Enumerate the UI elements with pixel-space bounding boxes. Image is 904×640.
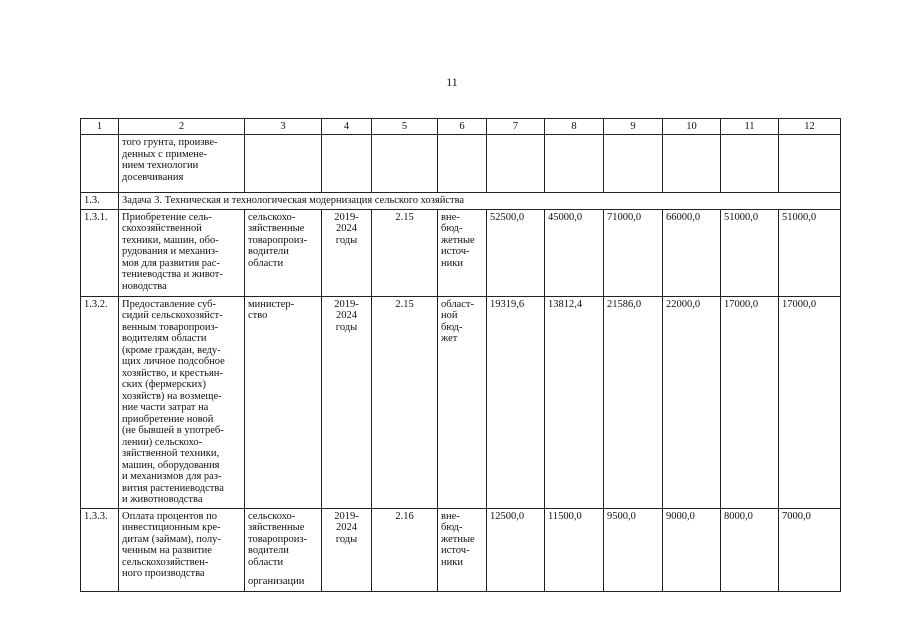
funding-source: област- ной бюд- жет: [438, 296, 487, 508]
executor-text: министер- ство: [248, 298, 295, 321]
value-cell: 7000,0: [779, 508, 841, 591]
value-cell: 51000,0: [779, 209, 841, 296]
cell-empty: [604, 135, 663, 193]
column-number: 1: [81, 119, 119, 135]
period: 2019- 2024 годы: [322, 508, 372, 591]
column-number: 2: [119, 119, 245, 135]
value-cell: 71000,0: [604, 209, 663, 296]
value-cell: 66000,0: [663, 209, 721, 296]
table-row: [81, 209, 841, 296]
column-number-row: [81, 119, 841, 135]
measure-name: Предоставление суб- сидий сельскохозяйст- венным товаропроиз- водителям области (кроме граждан, веду- щих личное подсобное хозяйство, и крестьян- ских (фермерских) хозяйств) на возмеще- ние части затрат на приобретение новой (не бывшей в употреб- лении) сельскохо- зяйственной техники, машин, оборудования и механизмов для раз- вития растениеводства и животноводства: [119, 296, 245, 508]
program-table: [80, 118, 841, 592]
value-cell: 9000,0: [663, 508, 721, 591]
value-cell: 8000,0: [721, 508, 779, 591]
measure-name: Приобретение сель- скохозяйственной техники, машин, обо- рудования и механиз- мов для развития рас- тениеводства и живот- новодства: [119, 209, 245, 296]
cell-empty: [721, 135, 779, 193]
value-cell: 13812,4: [545, 296, 604, 508]
continuation-text: того грунта, произве- денных с примене- нием технологии досевчивания: [119, 135, 245, 193]
column-number: 4: [322, 119, 372, 135]
column-number: 10: [663, 119, 721, 135]
measure-name: Оплата процентов по инвестиционным кре- дитам (займам), полу- ченным на развитие сельскохозяйствен- ного производства: [119, 508, 245, 591]
indicator-number: 2.15: [372, 296, 438, 508]
row-number: 1.3.1.: [81, 209, 119, 296]
indicator-number: 2.16: [372, 508, 438, 591]
cell-empty: [545, 135, 604, 193]
executor: [245, 296, 322, 508]
table-row: [81, 508, 841, 591]
cell-empty: [487, 135, 545, 193]
cell-empty: [322, 135, 372, 193]
column-number: 12: [779, 119, 841, 135]
cell-empty: [245, 135, 322, 193]
row-number: 1.3.3.: [81, 508, 119, 591]
executor: [245, 508, 322, 591]
cell-empty: [372, 135, 438, 193]
funding-source: вне- бюд- жетные источ- ники: [438, 508, 487, 591]
task-row: [81, 193, 841, 210]
executor-text: сельскохо- зяйственные товаропроиз- водители области: [248, 211, 308, 269]
value-cell: 9500,0: [604, 508, 663, 591]
period: 2019- 2024 годы: [322, 296, 372, 508]
executor: [245, 209, 322, 296]
task-number: 1.3.: [81, 193, 119, 210]
column-number: 8: [545, 119, 604, 135]
continuation-row: [81, 135, 841, 193]
value-cell: 45000,0: [545, 209, 604, 296]
value-cell: 12500,0: [487, 508, 545, 591]
value-cell: 22000,0: [663, 296, 721, 508]
executor-extra: организации: [248, 576, 305, 587]
value-cell: 17000,0: [721, 296, 779, 508]
value-cell: 19319,6: [487, 296, 545, 508]
cell-empty: [779, 135, 841, 193]
value-cell: 17000,0: [779, 296, 841, 508]
column-number: 6: [438, 119, 487, 135]
column-number: 9: [604, 119, 663, 135]
value-cell: 11500,0: [545, 508, 604, 591]
task-title: Задача 3. Техническая и технологическая модернизация сельского хозяйства: [119, 193, 841, 210]
period: 2019- 2024 годы: [322, 209, 372, 296]
cell-empty: [438, 135, 487, 193]
table-row: [81, 296, 841, 508]
indicator-number: 2.15: [372, 209, 438, 296]
column-number: 11: [721, 119, 779, 135]
column-number: 7: [487, 119, 545, 135]
cell-empty: [81, 135, 119, 193]
cell-empty: [663, 135, 721, 193]
column-number: 3: [245, 119, 322, 135]
funding-source: вне- бюд- жетные источ- ники: [438, 209, 487, 296]
row-number: 1.3.2.: [81, 296, 119, 508]
executor-text: сельскохо- зяйственные товаропроиз- водители области: [248, 510, 308, 568]
value-cell: 21586,0: [604, 296, 663, 508]
value-cell: 51000,0: [721, 209, 779, 296]
column-number: 5: [372, 119, 438, 135]
page-number: 11: [446, 75, 458, 89]
value-cell: 52500,0: [487, 209, 545, 296]
